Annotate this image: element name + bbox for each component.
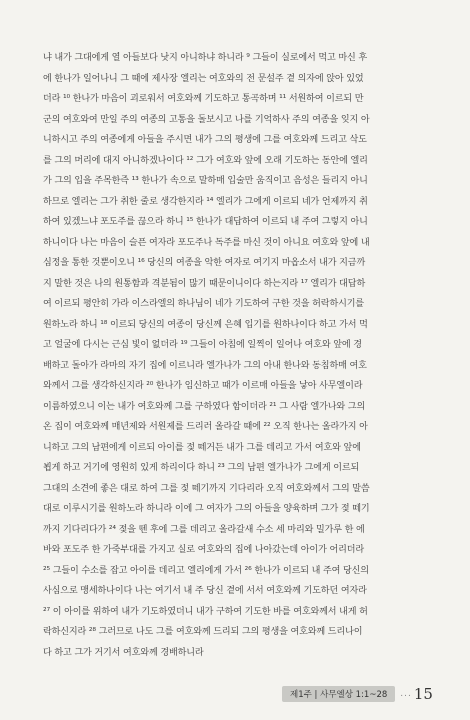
text-line: 와께서 그를 생각하신지라 ²⁰ 한나가 임신하고 때가 이르매 아들을 낳아 사무엘이라 — [43, 381, 363, 391]
text-line: 바와 포도주 한 가죽부대를 가지고 실로 여호와의 집에 나아갔는데 아이가 어리더라 — [43, 545, 364, 555]
text-line: 여 이르되 평안히 가라 이스라엘의 하나님이 네가 기도하여 구한 것을 허락하시기를 — [43, 299, 364, 309]
text-line: 심정을 통한 것뿐이오니 ¹⁶ 당신의 여종을 악한 여자로 여기지 마옵소서 내가 지금까 — [43, 258, 366, 268]
text-line: 원하노라 하니 ¹⁸ 이르되 당신의 여종이 당신께 은혜 입기를 원하나이다 하고 가서 먹 — [43, 319, 368, 330]
page-footer — [282, 685, 433, 703]
text-line: 사심으로 맹세하나이다 나는 여기서 내 주 당신 곁에 서서 여호와께 기도하던 여자라 — [43, 586, 367, 596]
text-line: 에 한나가 일어나니 그 때에 제사장 엘리는 여호와의 전 문설주 곁 의자에 앉아 있었 — [43, 73, 364, 84]
text-line: 온 집이 여호와께 매년제와 서원제를 드리러 올라갈 때에 ²² 오직 한나는 올라가지 아 — [43, 422, 368, 432]
text-line: 를 그의 머리에 대지 아니하겠나이다 ¹² 그가 여호와 앞에 오래 기도하는 동안에 엘리 — [43, 155, 368, 166]
text-line: 하니이다 나는 마음이 슬픈 여자라 포도주나 독주를 마신 것이 아니요 여호와 앞에 내 — [43, 237, 370, 248]
text-line: 하여 있겠느냐 포도주를 끊으라 하니 ¹⁵ 한나가 대답하여 이르되 내 주여 그렇지 아니 — [43, 217, 368, 227]
footer-dots: ... — [400, 689, 412, 699]
text-line: 가 그의 입을 주목한즉 ¹³ 한나가 속으로 말하매 입술만 움직이고 음성은 들리지 아니 — [43, 176, 368, 186]
text-line: 고 얼굴에 다시는 근심 빛이 없더라 ¹⁹ 그들이 아침에 일찍이 일어나 여호와 앞에 경 — [43, 340, 362, 350]
text-line: 뵙게 하고 거기에 영원히 있게 하리이다 하니 ²³ 그의 남편 엘가나가 그에게 이르되 — [43, 463, 360, 473]
text-line: 니하고 그의 남편에게 이르되 아이를 젖 떼거든 내가 그를 데리고 가서 여호와 앞에 — [43, 442, 361, 453]
text-line: 하므로 엘리는 그가 취한 줄로 생각한지라 ¹⁴ 엘리가 그에게 이르되 네가 언제까지 취 — [43, 196, 368, 207]
text-line: 배하고 돌아가 라마의 자기 집에 이르니라 엘가나가 그의 아내 한나와 동침하매 여호 — [43, 360, 367, 371]
text-line: 까지 기다리다가 ²⁴ 젖을 뗀 후에 그를 데리고 올라갈새 수소 세 마리와 밀가루 한 에 — [43, 524, 365, 535]
text-line: ²⁵ 그들이 수소를 잡고 아이를 데리고 엘리에게 가서 ²⁶ 한나가 이르되 내 주여 당신의 — [43, 565, 369, 576]
text-line: 다 하고 그가 거기서 여호와께 경배하니라 — [43, 647, 204, 658]
chapter-label: 제1주 | 사무엘상 1:1~28 — [282, 686, 395, 702]
text-line: 니하시고 주의 여종에게 아들을 주시면 내가 그의 평생에 그를 여호와께 드리고 삭도 — [43, 135, 367, 145]
text-line: 이름하였으니 이는 내가 여호와께 그를 구하였다 함이더라 ²¹ 그 사람 엘가나와 그의 — [43, 401, 366, 412]
text-line: 그대의 소견에 좋은 대로 하여 그를 젖 떼기까지 기다리라 오직 여호와께서 그의 말씀 — [43, 483, 370, 494]
text-line: ²⁷ 이 아이를 위하여 내가 기도하였더니 내가 구하여 기도한 바를 여호와께서 내게 허 — [43, 606, 368, 617]
text-line: 대로 이루시기를 원하노라 하니라 이에 그 여자가 그의 아들을 양육하며 그가 젖 떼기 — [43, 504, 370, 514]
text-line: 락하신지라 ²⁸ 그러므로 나도 그를 여호와께 드리되 그의 평생을 여호와께 드리나이 — [43, 627, 363, 637]
text-line: 더라 ¹⁰ 한나가 마음이 괴로워서 여호와께 기도하고 통곡하며 ¹¹ 서원하여 이르되 만 — [43, 94, 364, 104]
text-line: 지 말한 것은 나의 원통함과 격분됨이 많기 때문이니이다 하는지라 ¹⁷ 엘리가 대답하 — [43, 278, 366, 289]
page-number: 15 — [413, 685, 433, 703]
text-line: 냐 내가 그대에게 열 아들보다 낫지 아니하냐 하니라 ⁹ 그들이 실로에서 먹고 마신 후 — [43, 53, 368, 63]
text-line: 군의 여호와여 만일 주의 여종의 고통을 돌보시고 나를 기억하사 주의 여종을 잊지 아 — [43, 114, 370, 125]
scripture-text — [43, 48, 415, 663]
